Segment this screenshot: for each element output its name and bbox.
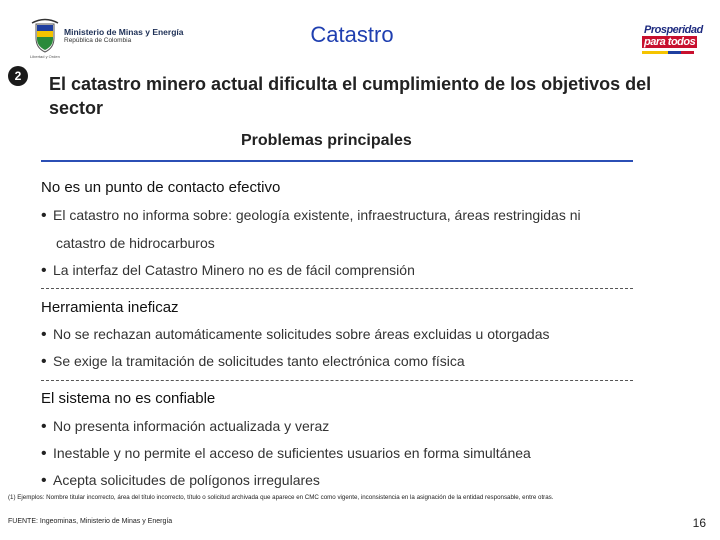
footnote: (1) Ejemplos: Nombre titular incorrecto, área del título incorrecto, título o solicitud archivada que aparece en CMC como vigente, inconsistencia en la asignación de la entidad responsable, entre otras. [8,494,554,501]
bullet-icon: • [41,472,47,489]
list-item [41,353,465,371]
list-item [41,207,581,225]
group-title: No es un punto de contacto efectivo [41,179,281,196]
bullet-icon: • [41,326,47,343]
list-item [41,262,415,280]
slide-heading: El catastro minero actual dificulta el cumplimiento de los objetivos del sector [49,74,652,118]
ministry-name: Ministerio de Minas y Energía [64,27,184,37]
dashed-divider [41,380,633,381]
ministry-logo [30,18,184,60]
page-title: Catastro [310,22,394,47]
section-number-badge: 2 [8,66,28,86]
list-item-continuation: catastro de hidrocarburos [56,235,215,251]
list-item-text: No se rechazan automáticamente solicitudes sobre áreas excluidas u otorgadas [53,326,550,342]
bullet-icon: • [41,207,47,224]
list-item-text: Inestable y no permite el acceso de suficientes usuarios en forma simultánea [53,445,531,461]
list-item [41,445,531,463]
bullet-icon: • [41,418,47,435]
group-title: El sistema no es confiable [41,390,216,407]
dashed-divider [41,288,633,289]
bullet-icon: • [41,262,47,279]
list-item-text: Se exige la tramitación de solicitudes tanto electrónica como física [53,353,465,369]
list-item [41,472,320,490]
ministry-country: República de Colombia [64,37,132,44]
list-item-text: Acepta solicitudes de polígonos irregulares [53,472,320,488]
section-subtitle: Problemas principales [241,132,412,149]
logo-line-2: para todos [644,36,696,48]
list-item-text: El catastro no informa sobre: geología existente, infraestructura, áreas restringidas ni [53,207,581,223]
list-item-text: No presenta información actualizada y veraz [53,418,330,434]
subtitle-divider [41,160,633,162]
bullet-icon: • [41,353,47,370]
list-item-text: La interfaz del Catastro Minero no es de fácil comprensión [53,262,415,278]
ministry-motto: Libertad y Orden [30,54,60,59]
bullet-icon: • [41,445,47,462]
page-number: 16 [692,516,706,530]
coat-of-arms-icon [30,18,60,54]
group-title: Herramienta ineficaz [41,299,179,316]
list-item [41,418,329,436]
source-note: FUENTE: Ingeominas, Ministerio de Minas y Energía [8,518,173,525]
prosperidad-logo [640,20,703,60]
flag-stripe-icon [642,51,694,54]
list-item [41,326,550,344]
logo-line-1: Prosperidad [644,24,703,36]
